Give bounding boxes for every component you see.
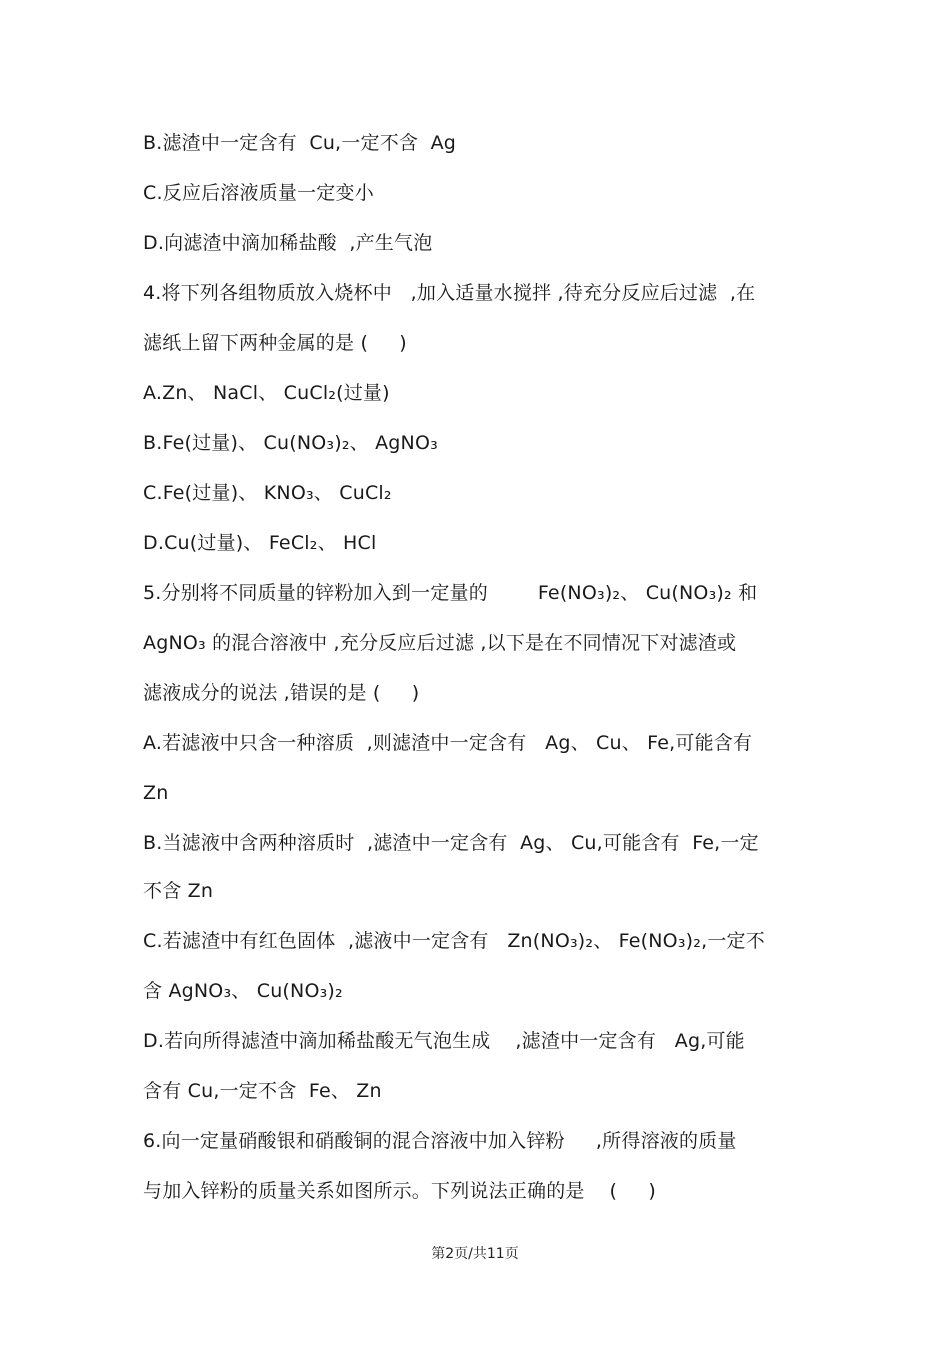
text-line: D.向滤渣中滴加稀盐酸 ,产生气泡: [143, 232, 433, 254]
text-line: 与加入锌粉的质量关系如图所示。下列说法正确的是 ( ): [143, 1180, 656, 1202]
question-4-line: 4.将下列各组物质放入烧杯中 ,加入适量水搅拌 ,待充分反应后过滤 ,在: [143, 282, 756, 304]
option-line: B.当滤液中含两种溶质时 ,滤渣中一定含有 Ag、 Cu,可能含有 Fe,一定: [143, 832, 759, 854]
text-line: 滤液成分的说法 ,错误的是 ( ): [143, 682, 420, 704]
option-line: A.Zn、 NaCl、 CuCl₂(过量): [143, 382, 390, 404]
option-line: C.若滤渣中有红色固体 ,滤液中一定含有 Zn(NO₃)₂、 Fe(NO₃)₂,一定不: [143, 930, 765, 952]
text-line: 滤纸上留下两种金属的是 ( ): [143, 332, 407, 354]
page-number-footer: 第2页/共11页: [431, 1246, 519, 1262]
option-line: D.Cu(过量)、 FeCl₂、 HCl: [143, 532, 377, 554]
text-line: Zn: [143, 782, 169, 804]
option-line: D.若向所得滤渣中滴加稀盐酸无气泡生成 ,滤渣中一定含有 Ag,可能: [143, 1030, 745, 1052]
question-5-line: 5.分别将不同质量的锌粉加入到一定量的 Fe(NO₃)₂、 Cu(NO₃)₂ 和: [143, 582, 758, 604]
text-line: 含 AgNO₃、 Cu(NO₃)₂: [143, 980, 343, 1002]
text-line: B.滤渣中一定含有 Cu,一定不含 Ag: [143, 132, 457, 154]
text-line: C.反应后溶液质量一定变小: [143, 182, 374, 204]
text-line: 不含 Zn: [143, 880, 214, 902]
question-6-line: 6.向一定量硝酸银和硝酸铜的混合溶液中加入锌粉 ,所得溶液的质量: [143, 1130, 737, 1152]
option-line: B.Fe(过量)、 Cu(NO₃)₂、 AgNO₃: [143, 432, 438, 454]
option-line: A.若滤液中只含一种溶质 ,则滤渣中一定含有 Ag、 Cu、 Fe,可能含有: [143, 732, 753, 754]
text-line: AgNO₃ 的混合溶液中 ,充分反应后过滤 ,以下是在不同情况下对滤渣或: [143, 632, 737, 654]
option-line: C.Fe(过量)、 KNO₃、 CuCl₂: [143, 482, 392, 504]
text-line: 含有 Cu,一定不含 Fe、 Zn: [143, 1080, 382, 1102]
